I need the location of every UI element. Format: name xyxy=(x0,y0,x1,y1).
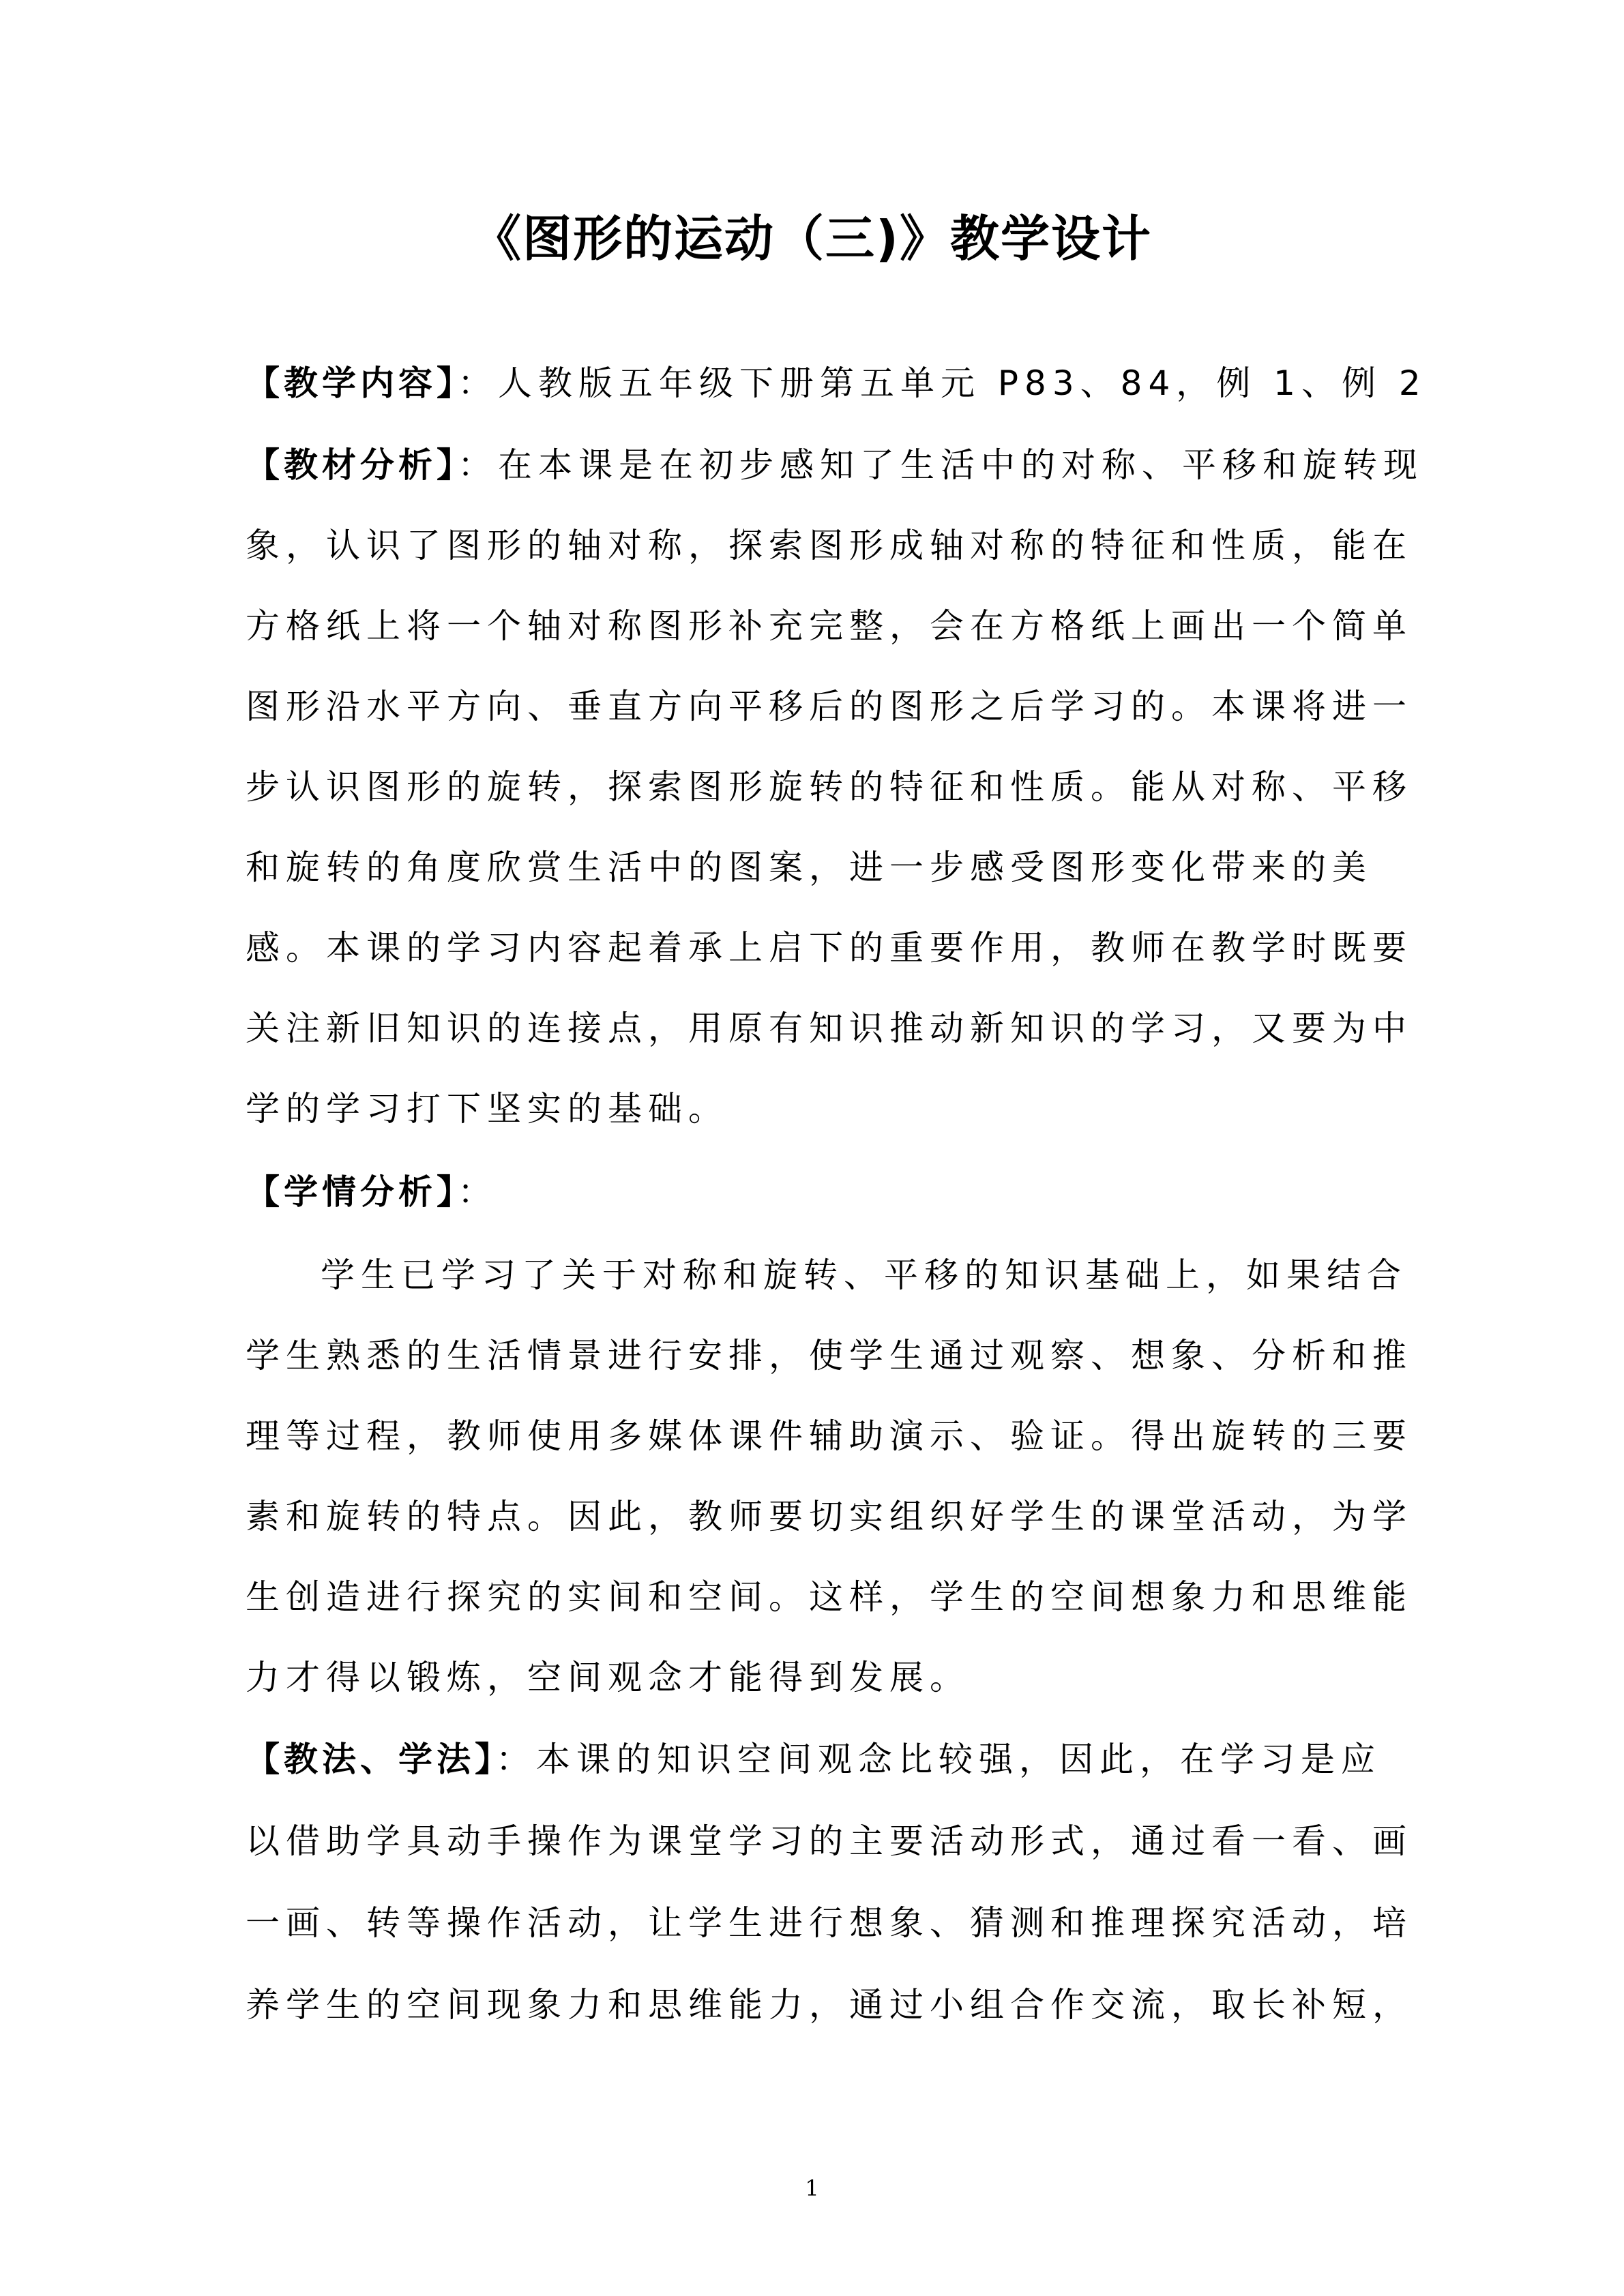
teaching-content-paragraph xyxy=(246,356,1427,411)
material-analysis-label: 【教材分析】 xyxy=(246,445,458,485)
student-analysis-line: 学生熟悉的生活情景进行安排，使学生通过观察、想象、分析和推 xyxy=(246,1336,1413,1375)
student-analysis-colon: ： xyxy=(458,1172,498,1212)
teaching-content-text: 人教版五年级下册第五单元 P83、84，例 1、例 2 xyxy=(498,363,1427,403)
material-analysis-line: 和旋转的角度欣赏生活中的图案，进一步感受图形变化带来的美 xyxy=(246,848,1372,887)
material-analysis-line: 步认识图形的旋转，探索图形旋转的特征和性质。能从对称、平移 xyxy=(246,767,1413,807)
material-analysis-colon: ： xyxy=(458,445,498,485)
material-analysis-text: 在本课是在初步感知了生活中的对称、平移和旋转现 xyxy=(498,445,1423,485)
student-analysis-line: 学生已学习了关于对称和旋转、平移的知识基础上，如果结合 xyxy=(321,1255,1407,1295)
teaching-method-label: 【教法、学法】 xyxy=(246,1740,496,1779)
student-analysis-line: 生创造进行探究的实间和空间。这样，学生的空间想象力和思维能 xyxy=(246,1577,1413,1617)
teaching-method-line xyxy=(246,1732,1381,1787)
teaching-content-colon: ： xyxy=(458,363,498,403)
material-analysis-line: 关注新旧知识的连接点，用原有知识推动新知识的学习，又要为中 xyxy=(246,1009,1413,1048)
material-analysis-line xyxy=(246,438,1423,492)
student-analysis-line: 素和旋转的特点。因此，教师要切实组织好学生的课堂活动，为学 xyxy=(246,1497,1413,1536)
document-title: 《图形的运动（三)》教学设计 xyxy=(472,210,1152,267)
student-analysis-line: 理等过程，教师使用多媒体课件辅助演示、验证。得出旋转的三要 xyxy=(246,1416,1413,1456)
student-analysis-heading xyxy=(246,1165,1378,1219)
material-analysis-line: 学的学习打下坚实的基础。 xyxy=(246,1089,728,1129)
teaching-method-line: 一画、转等操作活动，让学生进行想象、猜测和推理探究活动，培 xyxy=(246,1903,1413,1943)
teaching-method-colon: ： xyxy=(496,1740,536,1779)
material-analysis-line: 图形沿水平方向、垂直方向平移后的图形之后学习的。本课将进一 xyxy=(246,687,1413,726)
teaching-method-line: 以借助学具动手操作为课堂学习的主要活动形式，通过看一看、画 xyxy=(246,1821,1413,1861)
material-analysis-line: 象，认识了图形的轴对称，探索图形成轴对称的特征和性质，能在 xyxy=(246,526,1413,565)
teaching-content-label: 【教学内容】 xyxy=(246,363,458,403)
teaching-method-text: 本课的知识空间观念比较强，因此，在学习是应 xyxy=(536,1740,1381,1779)
material-analysis-line: 感。本课的学习内容起着承上启下的重要作用，教师在教学时既要 xyxy=(246,928,1413,968)
material-analysis-line: 方格纸上将一个轴对称图形补充完整，会在方格纸上画出一个简单 xyxy=(246,606,1413,646)
student-analysis-label: 【学情分析】 xyxy=(246,1172,458,1212)
student-analysis-line: 力才得以锻炼，空间观念才能得到发展。 xyxy=(246,1658,970,1697)
page-number: 1 xyxy=(805,2175,819,2201)
teaching-method-line: 养学生的空间现象力和思维能力，通过小组合作交流，取长补短， xyxy=(246,1985,1413,2025)
